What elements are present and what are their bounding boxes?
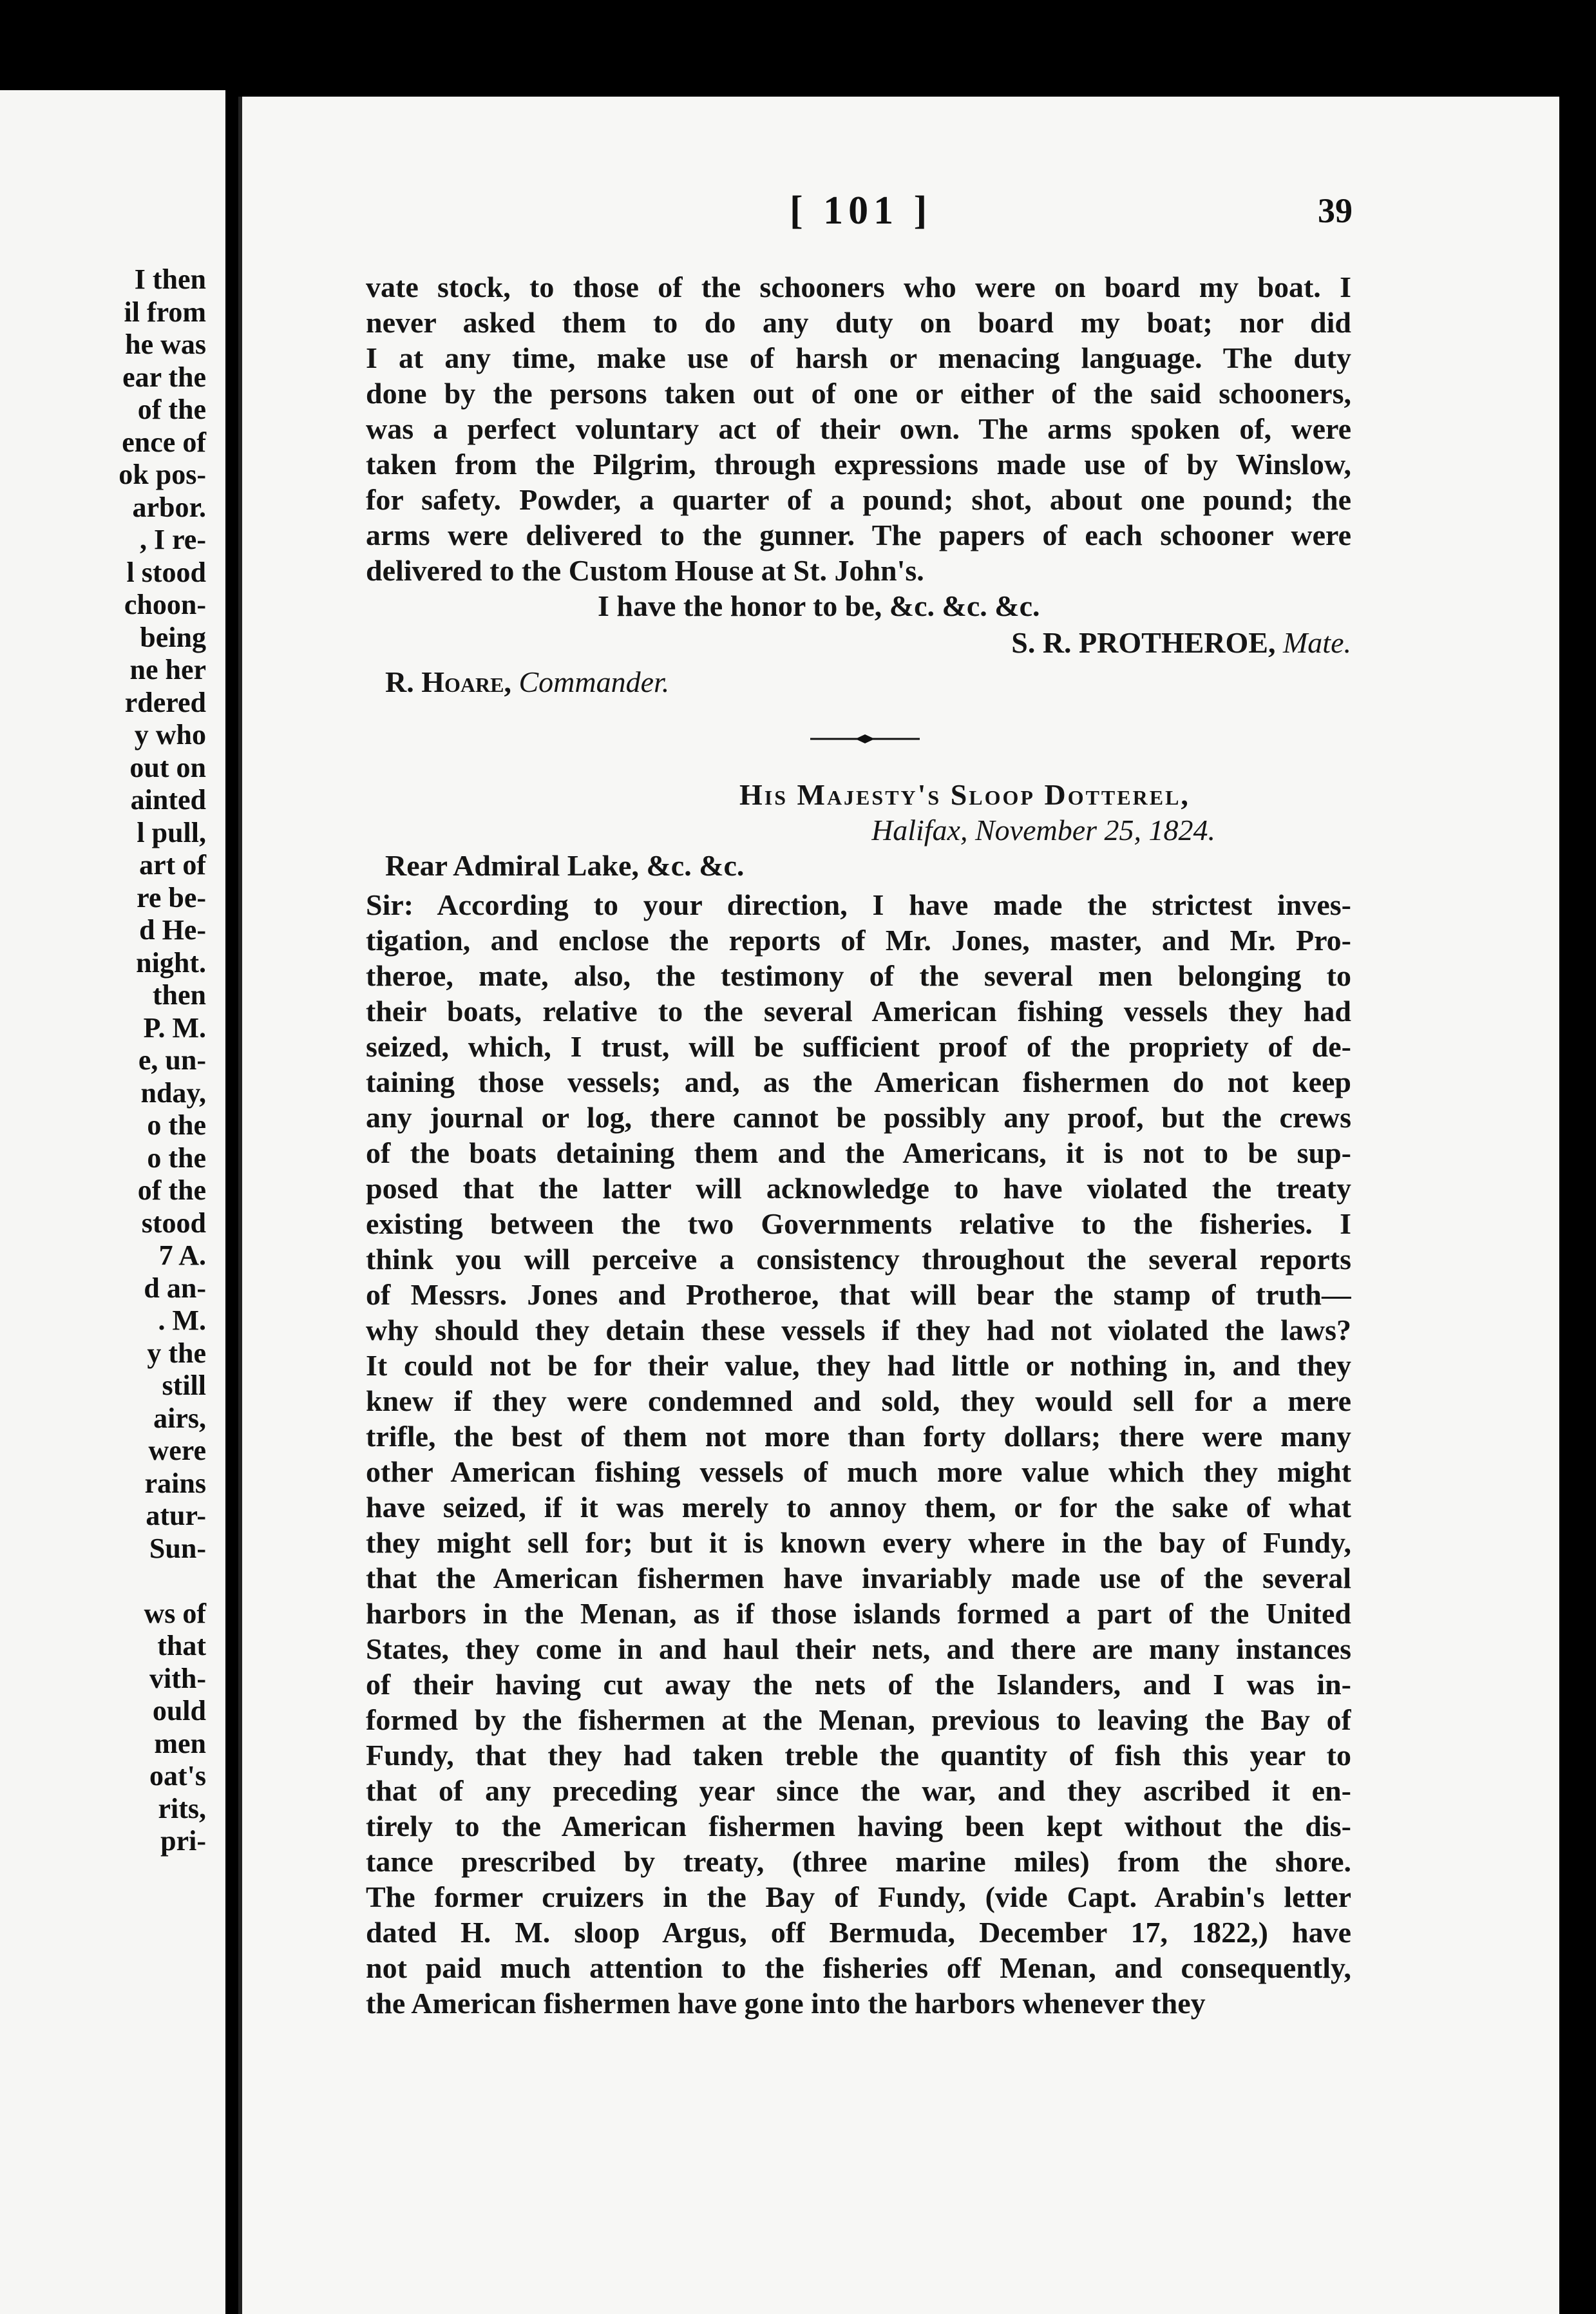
addressee-title: Commander. (518, 665, 670, 698)
facing-page-text-fragment: pri- (160, 1825, 206, 1857)
letter-two-body (366, 887, 1351, 2021)
facing-page-text-fragment: e, un- (138, 1044, 206, 1076)
facing-page-text-fragment: rains (144, 1467, 206, 1499)
letter-two-line: existing between the two Governments relative to the fisheries. I (366, 1207, 1351, 1240)
dateline-date: November 25, 1824. (974, 814, 1216, 846)
letter-two-line: tance prescribed by treaty, (three marine miles) from the shore. (366, 1845, 1351, 1878)
document-page (238, 97, 1559, 2314)
letter-two-line: States, they come in and haul their nets, and there are many instances (366, 1632, 1351, 1665)
facing-page-text-fragment: of the (137, 1174, 206, 1206)
facing-page-text-fragment: ok pos- (119, 459, 206, 490)
letter-two-line: dated H. M. sloop Argus, off Bermuda, December 17, 1822,) have (366, 1916, 1351, 1949)
facing-page-text-fragment: being (140, 621, 206, 653)
letter-two-line: of their having cut away the nets of the Islanders, and I was in- (366, 1668, 1351, 1701)
letter-two-addressee: Rear Admiral Lake, &c. &c. (385, 849, 745, 882)
facing-page-text-fragment: ould (152, 1695, 206, 1726)
facing-page-text-fragment: , I re- (139, 524, 206, 555)
facing-page-text-fragment: d an- (144, 1272, 206, 1304)
letter-one-body (366, 269, 1351, 588)
dateline-place: Halifax, (871, 814, 968, 846)
letter-two-line: other American fishing vessels of much more value which they might (366, 1455, 1351, 1488)
letter-two-line: Fundy, that they had taken treble the quantity of fish this year to (366, 1739, 1351, 1772)
letter-two-line: their boats, relative to the several American fishing vessels they had (366, 995, 1351, 1028)
letter-one-line: done by the persons taken out of one or either of the said schooners, (366, 377, 1351, 410)
letter-one-line: was a perfect voluntary act of their own. The arms spoken of, were (366, 412, 1351, 445)
signature-name: S. R. PROTHEROE, (1011, 626, 1276, 659)
facing-page-text-fragment: 7 A. (158, 1239, 206, 1271)
facing-page-text-fragment: that (157, 1630, 206, 1661)
facing-page-text-fragment: atur- (146, 1500, 206, 1531)
facing-page-text-fragment: out on (129, 751, 206, 783)
letter-two-line: of Messrs. Jones and Protheroe, that will bear the stamp of truth— (366, 1278, 1351, 1311)
letter-one-line: for safety. Powder, a quarter of a pound; shot, about one pound; the (366, 483, 1351, 516)
text-block (366, 269, 1351, 2021)
letter-two-line: have seized, if it was merely to annoy them, or for the sake of what (366, 1491, 1351, 1524)
folio-bracket-number: [ 101 ] (790, 189, 933, 233)
facing-page-text-fragment: l pull, (137, 816, 206, 848)
letter-two-line: the American fishermen have gone into the harbors whenever they (366, 1987, 1206, 2020)
letter-two-line: tirely to the American fishermen having been kept without the dis- (366, 1810, 1351, 1842)
facing-page-text-fragment: oat's (149, 1760, 206, 1792)
facing-page-text-fragment: . M. (158, 1305, 206, 1336)
letter-two-line: not paid much attention to the fisheries off Menan, and consequently, (366, 1951, 1351, 1984)
letter-two-line: Sir: According to your direction, I have made the strictest inves- (366, 888, 1351, 921)
facing-page-text-fragment: arbor. (132, 491, 206, 523)
letter-two-line: It could not be for their value, they had little or nothing in, and they (366, 1349, 1351, 1382)
facing-page-text-fragment: P. M. (143, 1011, 206, 1044)
ornament-divider-icon (810, 734, 920, 743)
facing-page-text-fragment: were (148, 1435, 206, 1466)
facing-page-text-fragment: night. (136, 946, 206, 979)
facing-page-text-fragment: he was (125, 329, 206, 360)
addressee-name: R. Hoare, (385, 665, 511, 698)
facing-page-text-fragment: ne her (129, 654, 206, 685)
letter-two-line: any journal or log, there cannot be possibly any proof, but the crews (366, 1101, 1351, 1134)
letter-two-line: of the boats detaining them and the Americans, it is not to be sup- (366, 1136, 1351, 1169)
addressee-line (385, 664, 1351, 700)
letter-two-line: taining those vessels; and, as the American fishermen do not keep (366, 1066, 1351, 1098)
facing-page-text-fragment: ear the (122, 361, 206, 393)
page-number: 39 (1318, 191, 1353, 230)
letter-two-line: seized, which, I trust, will be sufficient proof of the propriety of de- (366, 1030, 1351, 1063)
facing-page-text-fragment: airs, (153, 1402, 206, 1434)
letter-two-line: knew if they were condemned and sold, they would sell for a mere (366, 1384, 1351, 1417)
facing-page-text-fragment: d He- (139, 914, 206, 946)
letter-two-line: think you will perceive a consistency throughout the several reports (366, 1243, 1351, 1276)
letter-two-line: that the American fishermen have invariably made use of the several (366, 1562, 1351, 1594)
letter-one-line: I at any time, make use of harsh or menacing language. The duty (366, 341, 1351, 374)
facing-page-text-fragment: ence of (122, 426, 206, 458)
facing-page-text-fragment: choon- (124, 589, 206, 620)
facing-page-text-fragment: stood (141, 1207, 206, 1239)
facing-page-text-fragment: l stood (126, 556, 206, 588)
letter-two-heading: His Majesty's Sloop Dotterel, (739, 778, 1190, 811)
facing-page-text-fragment: rdered (124, 686, 206, 718)
letter-two-line: trifle, the best of them not more than forty dollars; there were many (366, 1420, 1351, 1453)
facing-page-text-fragment: Sun- (149, 1532, 206, 1564)
facing-page-text-fragment: y the (147, 1337, 206, 1369)
facing-page-text-fragment: nday, (140, 1076, 206, 1109)
letter-one-line: never asked them to do any duty on board my boat; nor did (366, 306, 1351, 339)
facing-page-text-fragment: ainted (130, 784, 206, 816)
facing-page-text-fragment: rits, (158, 1792, 206, 1824)
facing-page-text-fragment: of the (137, 394, 206, 425)
facing-page-text-fragment: vith- (149, 1662, 206, 1694)
section-divider (366, 700, 1351, 777)
letter-two-line: why should they detain these vessels if they had not violated the laws? (366, 1314, 1351, 1346)
letter-one-line: taken from the Pilgrim, through expressions made use of by Winslow, (366, 448, 1351, 481)
letter-closing: I have the honor to be, &c. &c. &c. (598, 589, 1040, 622)
letter-two-line: tigation, and enclose the reports of Mr. Jones, master, and Mr. Pro- (366, 924, 1351, 957)
facing-page-text-fragment: art of (139, 849, 206, 881)
facing-page-text-fragment: I then (134, 263, 206, 295)
facing-page-fragment (0, 90, 225, 2314)
letter-one-line: vate stock, to those of the schooners who were on board my boat. I (366, 271, 1351, 303)
signature-title: Mate. (1282, 626, 1351, 659)
letter-two-line: formed by the fishermen at the Menan, previous to leaving the Bay of (366, 1703, 1351, 1736)
facing-page-text-fragment: ws of (144, 1597, 206, 1629)
letter-two-line: harbors in the Menan, as if those islands formed a part of the United (366, 1597, 1351, 1630)
page-header (242, 188, 1559, 233)
letter-one-line: arms were delivered to the gunner. The papers of each schooner were (366, 519, 1351, 551)
facing-page-text-fragment: o the (147, 1142, 206, 1174)
letter-two-line: theroe, mate, also, the testimony of the several men belonging to (366, 959, 1351, 992)
facing-page-text-fragment: o the (147, 1109, 206, 1141)
signature-line (366, 625, 1351, 660)
letter-two-line: posed that the latter will acknowledge to have violated the treaty (366, 1172, 1351, 1205)
facing-page-text-fragment: re be- (137, 881, 206, 913)
letter-two-line: The former cruizers in the Bay of Fundy, (vide Capt. Arabin's letter (366, 1880, 1351, 1913)
facing-page-text-fragment: y who (134, 719, 206, 751)
letter-one-line: delivered to the Custom House at St. John's. (366, 554, 924, 587)
letter-two-line: that of any preceding year since the war, and they ascribed it en- (366, 1774, 1351, 1807)
facing-page-text-fragment: then (152, 979, 206, 1011)
facing-page-text-fragment: still (162, 1370, 206, 1401)
facing-page-text-fragment: il from (124, 296, 206, 328)
letter-two-dateline (871, 812, 1351, 848)
letter-two-line: they might sell for; but it is known every where in the bay of Fundy, (366, 1526, 1351, 1559)
facing-page-text-fragment: men (154, 1727, 206, 1759)
